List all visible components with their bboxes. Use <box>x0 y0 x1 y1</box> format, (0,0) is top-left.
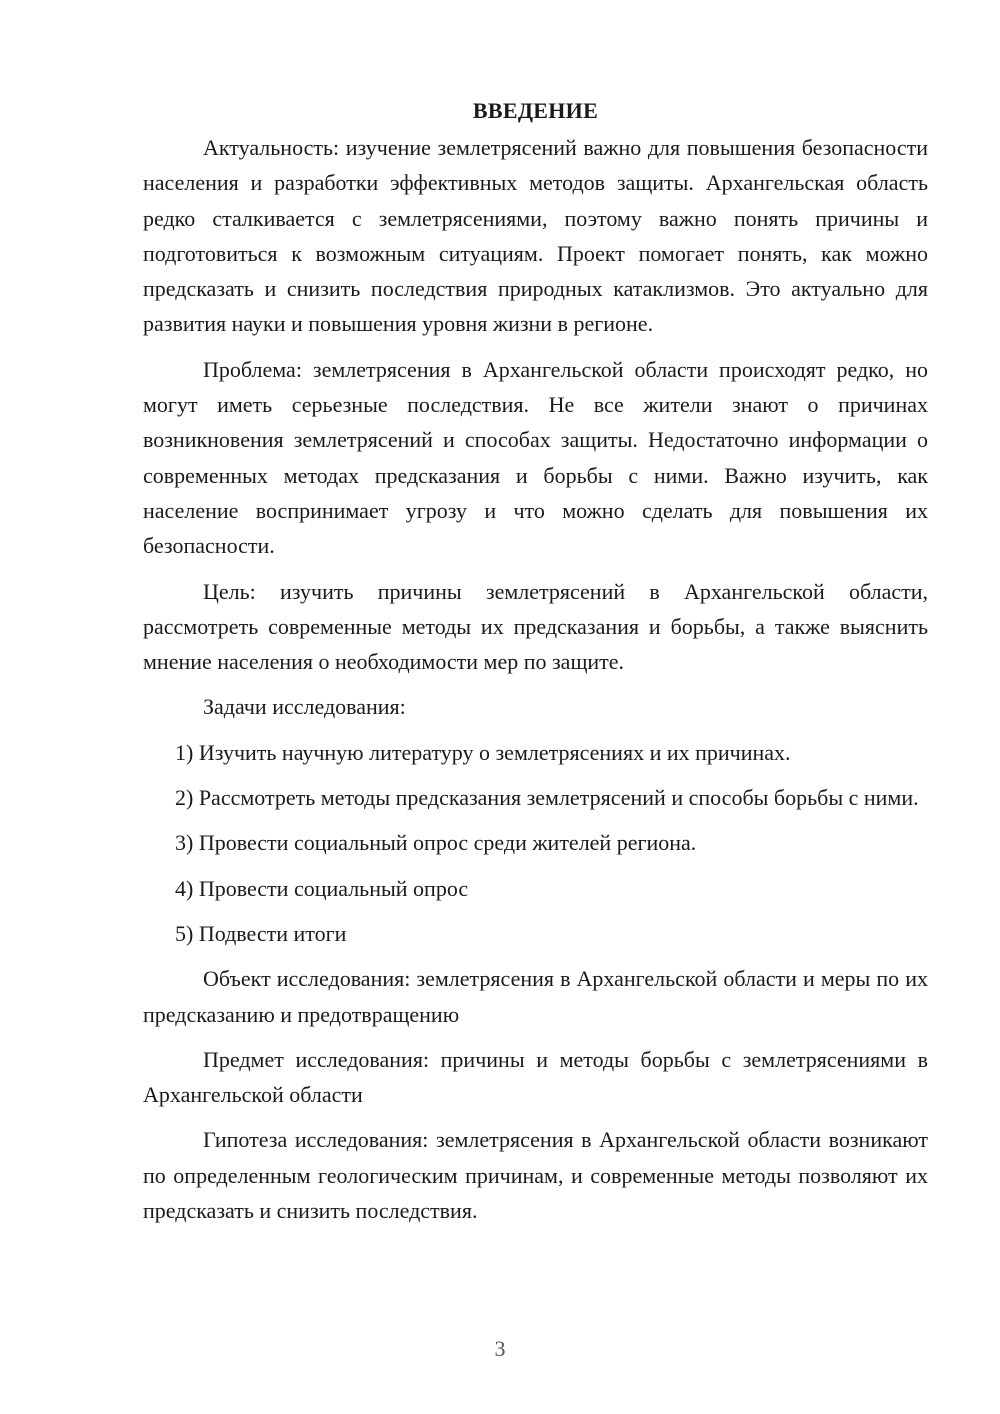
document-page <box>143 96 928 1238</box>
task-item: 4) Провести социальный опрос <box>175 875 469 901</box>
paragraph-object: Объект исследования: землетрясения в Архангельской области и меры по их предсказанию и предотвращению <box>143 966 928 1027</box>
paragraph-problem: Проблема: землетрясения в Архангельской области происходят редко, но могут иметь серьезные последствия. Не все жители знают о причинах возникновения землетрясений и способах защиты. Недостаточно информации о современных методах предсказания и борьбы с ними. Важно изучить, как население воспринимает угрозу и что можно сделать для повышения их безопасности. <box>143 356 928 559</box>
paragraph-goal: Цель: изучить причины землетрясений в Архангельской области, рассмотреть современные методы их предсказания и борьбы, а также выяснить мнение населения о необходимости мер по защите. <box>143 578 928 675</box>
task-item: 2) Рассмотреть методы предсказания землетрясений и способы борьбы с ними. <box>175 785 919 811</box>
section-title: ВВЕДЕНИЕ <box>472 98 599 123</box>
page-number: 3 <box>494 1336 506 1361</box>
task-item: 1) Изучить научную литературу о землетрясениях и их причинах. <box>175 739 791 765</box>
paragraph-relevance: Актуальность: изучение землетрясений важно для повышения безопасности населения и разработки эффективных методов защиты. Архангельская область редко сталкивается с землетрясениями, поэтому важно понять причины и подготовиться к возможным ситуациям. Проект помогает понять, как можно предсказать и снизить последствия природных катаклизмов. Это актуально для развития науки и повышения уровня жизни в регионе. <box>143 135 928 337</box>
paragraph-subject: Предмет исследования: причины и методы борьбы с землетрясениями в Архангельской области <box>143 1046 928 1108</box>
task-item: 3) Провести социальный опрос среди жителей региона. <box>175 830 697 856</box>
paragraph-hypothesis: Гипотеза исследования: землетрясения в Архангельской области возникают по определенным геологическим причинам, и современные методы позволяют их предсказать и снизить последствия. <box>143 1127 928 1224</box>
tasks-heading: Задачи исследования: <box>203 694 406 720</box>
task-item: 5) Подвести итоги <box>175 920 347 946</box>
